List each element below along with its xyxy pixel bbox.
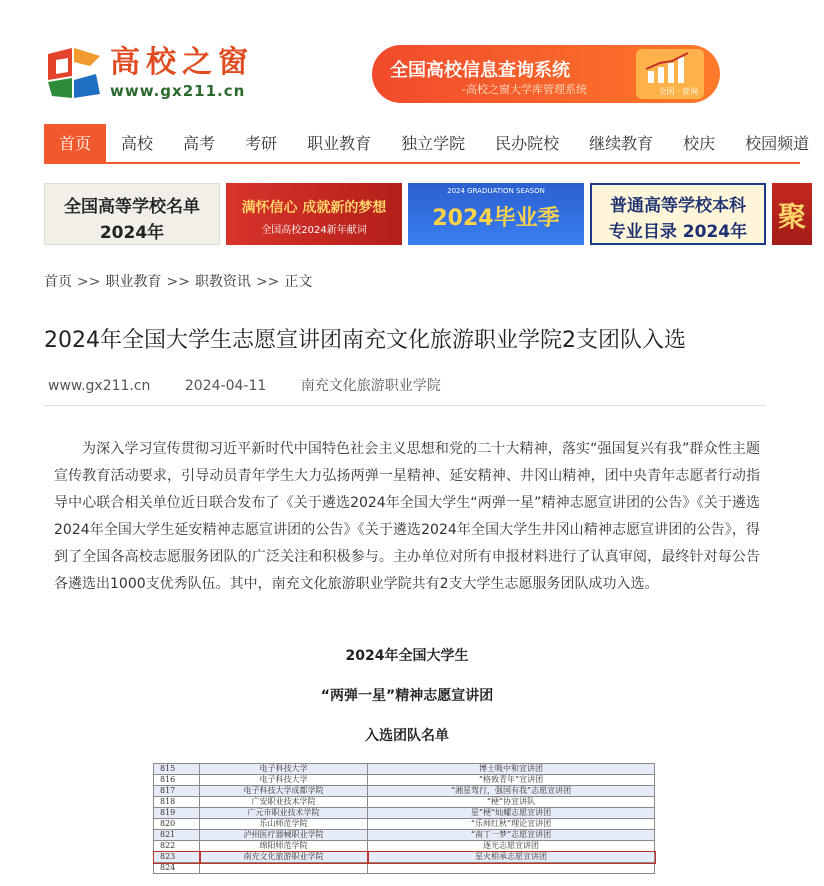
- promo-line1: 满怀信心 成就新的梦想: [241, 200, 387, 216]
- breadcrumb-news[interactable]: 职教资讯: [194, 274, 251, 290]
- table-row: [154, 786, 655, 797]
- breadcrumb-separator: >>: [77, 274, 101, 290]
- banner-title: 全国高校信息查询系统: [390, 60, 570, 81]
- site-logo[interactable]: [44, 44, 274, 102]
- breadcrumb-separator: >>: [255, 274, 280, 290]
- nav-item-private[interactable]: 民办院校: [495, 134, 560, 153]
- article-meta: [48, 375, 471, 395]
- article-paragraph: 为深入学习宣传贯彻习近平新时代中国特色社会主义思想和党的二十大精神，落实“强国复兴有我”群众性主题宣传教育活动要求，引导动员青年学生大力弘扬两弹一星精神、延安精神、井冈山精神，团中央青年志愿者行动指导中心联合相关单位近日联合发布了《关于遴选2024年全国大学生“两弹一星”精神志愿宣讲团的公告》《关于遴选2024年全国大学生延安精神志愿宣讲团的公告》《关于遴选2024年全国大学生井冈山精神志愿宣讲团的公告》，得到了全国各高校志愿服务团队的广泛关注和积极参与。主办单位对所有申报材料进行了认真审阅，最终针对每公告各遴选出1000支优秀队伍。其中，南充文化旅游职业学院共有2支大学生志愿服务团队成功入选。: [54, 441, 760, 592]
- row-number: 819: [154, 808, 200, 819]
- promo-line1: 2024 GRADUATION SEASON: [447, 187, 545, 195]
- row-school: 乐山师范学院: [200, 819, 368, 830]
- logo-name: 高校之窗: [110, 45, 254, 80]
- row-team: 星“梗”灿耀志愿宣讲团: [368, 808, 655, 819]
- meta-date: 2024-04-11: [184, 378, 267, 394]
- promo-line2: 2024毕业季: [432, 206, 560, 231]
- table-row: [154, 819, 655, 830]
- meta-source: 南充文化旅游职业学院: [300, 378, 441, 394]
- row-number: 820: [154, 819, 200, 830]
- row-number: 822: [154, 841, 200, 852]
- promo-line2: 全国高校2024新年献词: [261, 225, 367, 236]
- breadcrumb-vocational[interactable]: 职业教育: [105, 274, 162, 290]
- table-row: [154, 797, 655, 808]
- row-team: 博士吸中和宣讲团: [368, 764, 655, 775]
- table-row: [154, 808, 655, 819]
- table-row: [154, 852, 655, 863]
- banner-subtitle: -高校之窗大学库管理系统: [462, 83, 587, 96]
- row-number: 815: [154, 764, 200, 775]
- main-nav: [44, 124, 810, 164]
- bar-chart-icon: [636, 49, 704, 89]
- promo-line1: 聚: [777, 200, 806, 233]
- promo-new-year[interactable]: [226, 183, 402, 245]
- table-row: [154, 775, 655, 786]
- row-school: [200, 863, 368, 874]
- promo-college-list[interactable]: [44, 183, 220, 245]
- promo-line1: 普通高等学校本科: [610, 196, 746, 216]
- nav-item-kaoyan[interactable]: 考研: [245, 134, 278, 153]
- nav-item-continuing[interactable]: 继续教育: [589, 134, 654, 153]
- row-school: 电子科技大学: [200, 775, 368, 786]
- promo-graduation[interactable]: [408, 183, 584, 245]
- row-team: [368, 863, 655, 874]
- row-team: “梗”协宣讲队: [368, 797, 655, 808]
- nav-item-colleges[interactable]: 高校: [121, 134, 154, 153]
- meta-site: www.gx211.cn: [48, 378, 151, 394]
- row-school: 南充文化旅游职业学院: [200, 852, 368, 863]
- logo-url: www.gx211.cn: [110, 82, 246, 100]
- promo-strip: [44, 183, 806, 245]
- row-school: 电子科技大学成都学院: [200, 786, 368, 797]
- promo-line2: 2024年: [99, 223, 165, 243]
- promo-partial[interactable]: [772, 183, 812, 245]
- table-row: [154, 764, 655, 775]
- table-row: [154, 830, 655, 841]
- nav-item-anniversary[interactable]: 校庆: [683, 134, 716, 153]
- nav-item-vocational[interactable]: 职业教育: [307, 134, 372, 153]
- nav-item-gaokao[interactable]: 高考: [183, 134, 216, 153]
- row-school: 广安职业技术学院: [200, 797, 368, 808]
- nav-item-home[interactable]: 首页: [44, 124, 106, 164]
- row-team: “湘星驾行，强国有我”志愿宣讲团: [368, 786, 655, 797]
- row-team: “格致青年”宣讲团: [368, 775, 655, 786]
- article-title: 2024年全国大学生志愿宣讲团南充文化旅游职业学院2支团队入选: [44, 328, 686, 353]
- breadcrumb-current: 正文: [284, 274, 313, 290]
- table-row: [154, 841, 655, 852]
- query-system-banner[interactable]: [372, 45, 720, 103]
- row-team: “南丁一梦”志愿宣讲团: [368, 830, 655, 841]
- banner-box-caption: 全国 · 查询: [658, 87, 698, 96]
- row-school: 绵阳师范学院: [200, 841, 368, 852]
- row-number: 824: [154, 863, 200, 874]
- row-team: 星火相承志愿宣讲团: [368, 852, 655, 863]
- row-school: 广元市职业技术学院: [200, 808, 368, 819]
- table-heading-line1: 2024年全国大学生: [345, 648, 469, 664]
- logo-window-icon: [44, 46, 104, 100]
- row-number: 818: [154, 797, 200, 808]
- row-number: 823: [154, 852, 200, 863]
- promo-major-catalog[interactable]: [590, 183, 766, 245]
- row-school: 泸州医疗器械职业学院: [200, 830, 368, 841]
- table-heading-line2: “两弹一星”精神志愿宣讲团: [320, 688, 494, 704]
- row-number: 816: [154, 775, 200, 786]
- breadcrumb: [44, 271, 312, 291]
- title-divider: [44, 405, 766, 406]
- selected-teams-table: [153, 763, 655, 874]
- row-school: 电子科技大学: [200, 764, 368, 775]
- row-team: 逐光志愿宣讲团: [368, 841, 655, 852]
- nav-item-independent[interactable]: 独立学院: [401, 134, 466, 153]
- promo-line1: 全国高等学校名单: [64, 197, 200, 217]
- breadcrumb-separator: >>: [166, 274, 190, 290]
- row-team: “乐师红秋”理论宣讲团: [368, 819, 655, 830]
- nav-item-campus[interactable]: 校园频道: [745, 134, 810, 153]
- selected-teams-table-image: [153, 763, 655, 886]
- table-row: [154, 863, 655, 874]
- row-number: 817: [154, 786, 200, 797]
- row-number: 821: [154, 830, 200, 841]
- breadcrumb-home[interactable]: 首页: [44, 274, 72, 290]
- promo-line2: 专业目录 2024年: [608, 222, 748, 242]
- table-heading-line3: 入选团队名单: [365, 728, 449, 744]
